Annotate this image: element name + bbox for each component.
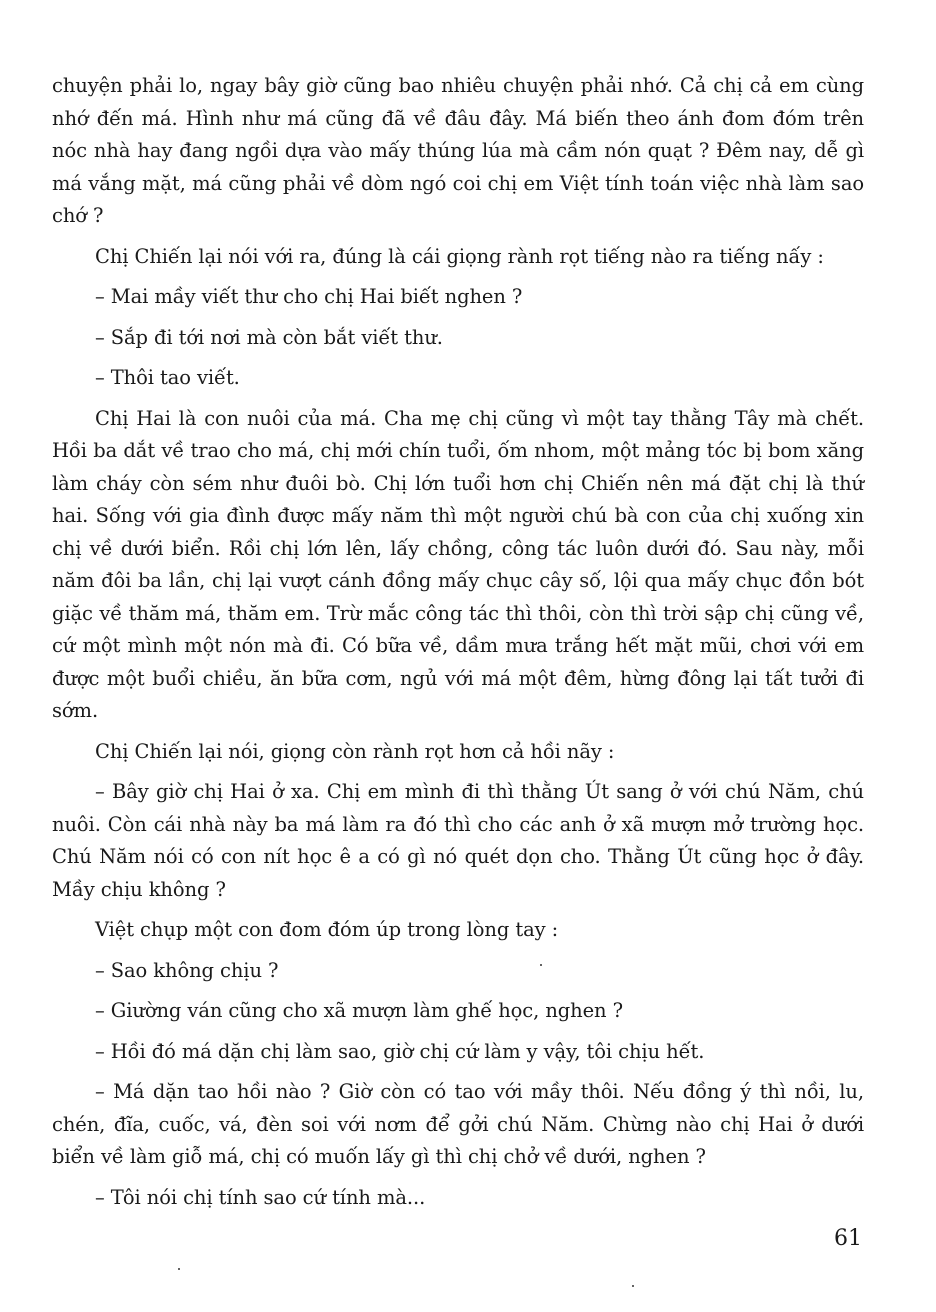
paragraph-4: Chị Chiến lại nói, giọng còn rành rọt hơn cả hồi nãy : xyxy=(95,739,615,763)
paragraph-2: Chị Chiến lại nói với ra, đúng là cái giọng rành rọt tiếng nào ra tiếng nấy : xyxy=(95,244,824,268)
scan-speck xyxy=(178,1268,180,1270)
paragraph-5: Việt chụp một con đom đóm úp trong lòng tay : xyxy=(95,918,559,941)
scan-speck xyxy=(540,964,542,966)
paragraph-1: chuyện phải lo, ngay bây giờ cũng bao nhiêu chuyện phải nhớ. Cả chị cả em cùng nhớ đến má. Hình như má cũng đã về đâu đây. Má biến theo ánh đom đóm trên nóc nhà hay đang ngồi dựa vào mấy thúng lúa mà cầm nón quạt ? Đêm nay, dễ gì má vắng mặt, má cũng phải về dòm ngó coi chị em Việt tính toán việc nhà làm sao chớ ? xyxy=(52,74,864,227)
dialogue-line-3: – Thôi tao viết. xyxy=(95,366,240,389)
dialogue-line-8: – Má dặn tao hồi nào ? Giờ còn có tao với mầy thôi. Nếu đồng ý thì nồi, lu, chén, đĩa, cuốc, vá, đèn soi với nơm để gởi chú Năm. Chừng nào chị Hai ở dưới biển về làm giỗ má, chị có muốn lấy gì thì chị chở về dưới, nghen ? xyxy=(52,1080,864,1168)
dialogue-line-5: – Sao không chịu ? xyxy=(95,958,279,982)
page-number: 61 xyxy=(834,1226,862,1251)
dialogue-line-1: – Mai mầy viết thư cho chị Hai biết nghen ? xyxy=(95,285,523,308)
dialogue-line-9: – Tôi nói chị tính sao cứ tính mà... xyxy=(95,1185,426,1209)
dialogue-line-6: – Giường ván cũng cho xã mượn làm ghế học, nghen ? xyxy=(95,999,623,1022)
dialogue-line-4: – Bây giờ chị Hai ở xa. Chị em mình đi thì thằng Út sang ở với chú Năm, chú nuôi. Còn cái nhà này ba má làm ra đó thì cho các anh ở xã mượn mở trường học. Chú Năm nói có con nít học ê a có gì nó quét dọn cho. Thằng Út cũng học ở đây. Mầy chịu không ? xyxy=(52,780,864,901)
page-body xyxy=(52,70,864,1222)
dialogue-line-2: – Sắp đi tới nơi mà còn bắt viết thư. xyxy=(95,325,443,349)
paragraph-3: Chị Hai là con nuôi của má. Cha mẹ chị cũng vì một tay thằng Tây mà chết. Hồi ba dắt về trao cho má, chị mới chín tuổi, ốm nhom, một mảng tóc bị bom xăng làm cháy còn sém như đuôi bò. Chị lớn tuổi hơn chị Chiến nên má đặt chị là thứ hai. Sống với gia đình được mấy năm thì một người chú bà con của chị xuống xin chị về dưới biển. Rồi chị lớn lên, lấy chồng, công tác luôn dưới đó. Sau này, mỗi năm đôi ba lần, chị lại vượt cánh đồng mấy chục cây số, lội qua mấy chục đồn bót giặc về thăm má, thăm em. Trừ mắc công tác thì thôi, còn thì trời sập chị cũng về, cứ một mình một nón mà đi. Có bữa về, dầm mưa trắng hết mặt mũi, chơi với em được một buổi chiều, ăn bữa cơm, ngủ với má một đêm, hừng đông lại tất tưởi đi sớm. xyxy=(52,406,864,722)
scan-speck xyxy=(632,1285,634,1287)
dialogue-line-7: – Hồi đó má dặn chị làm sao, giờ chị cứ làm y vậy, tôi chịu hết. xyxy=(95,1039,705,1063)
